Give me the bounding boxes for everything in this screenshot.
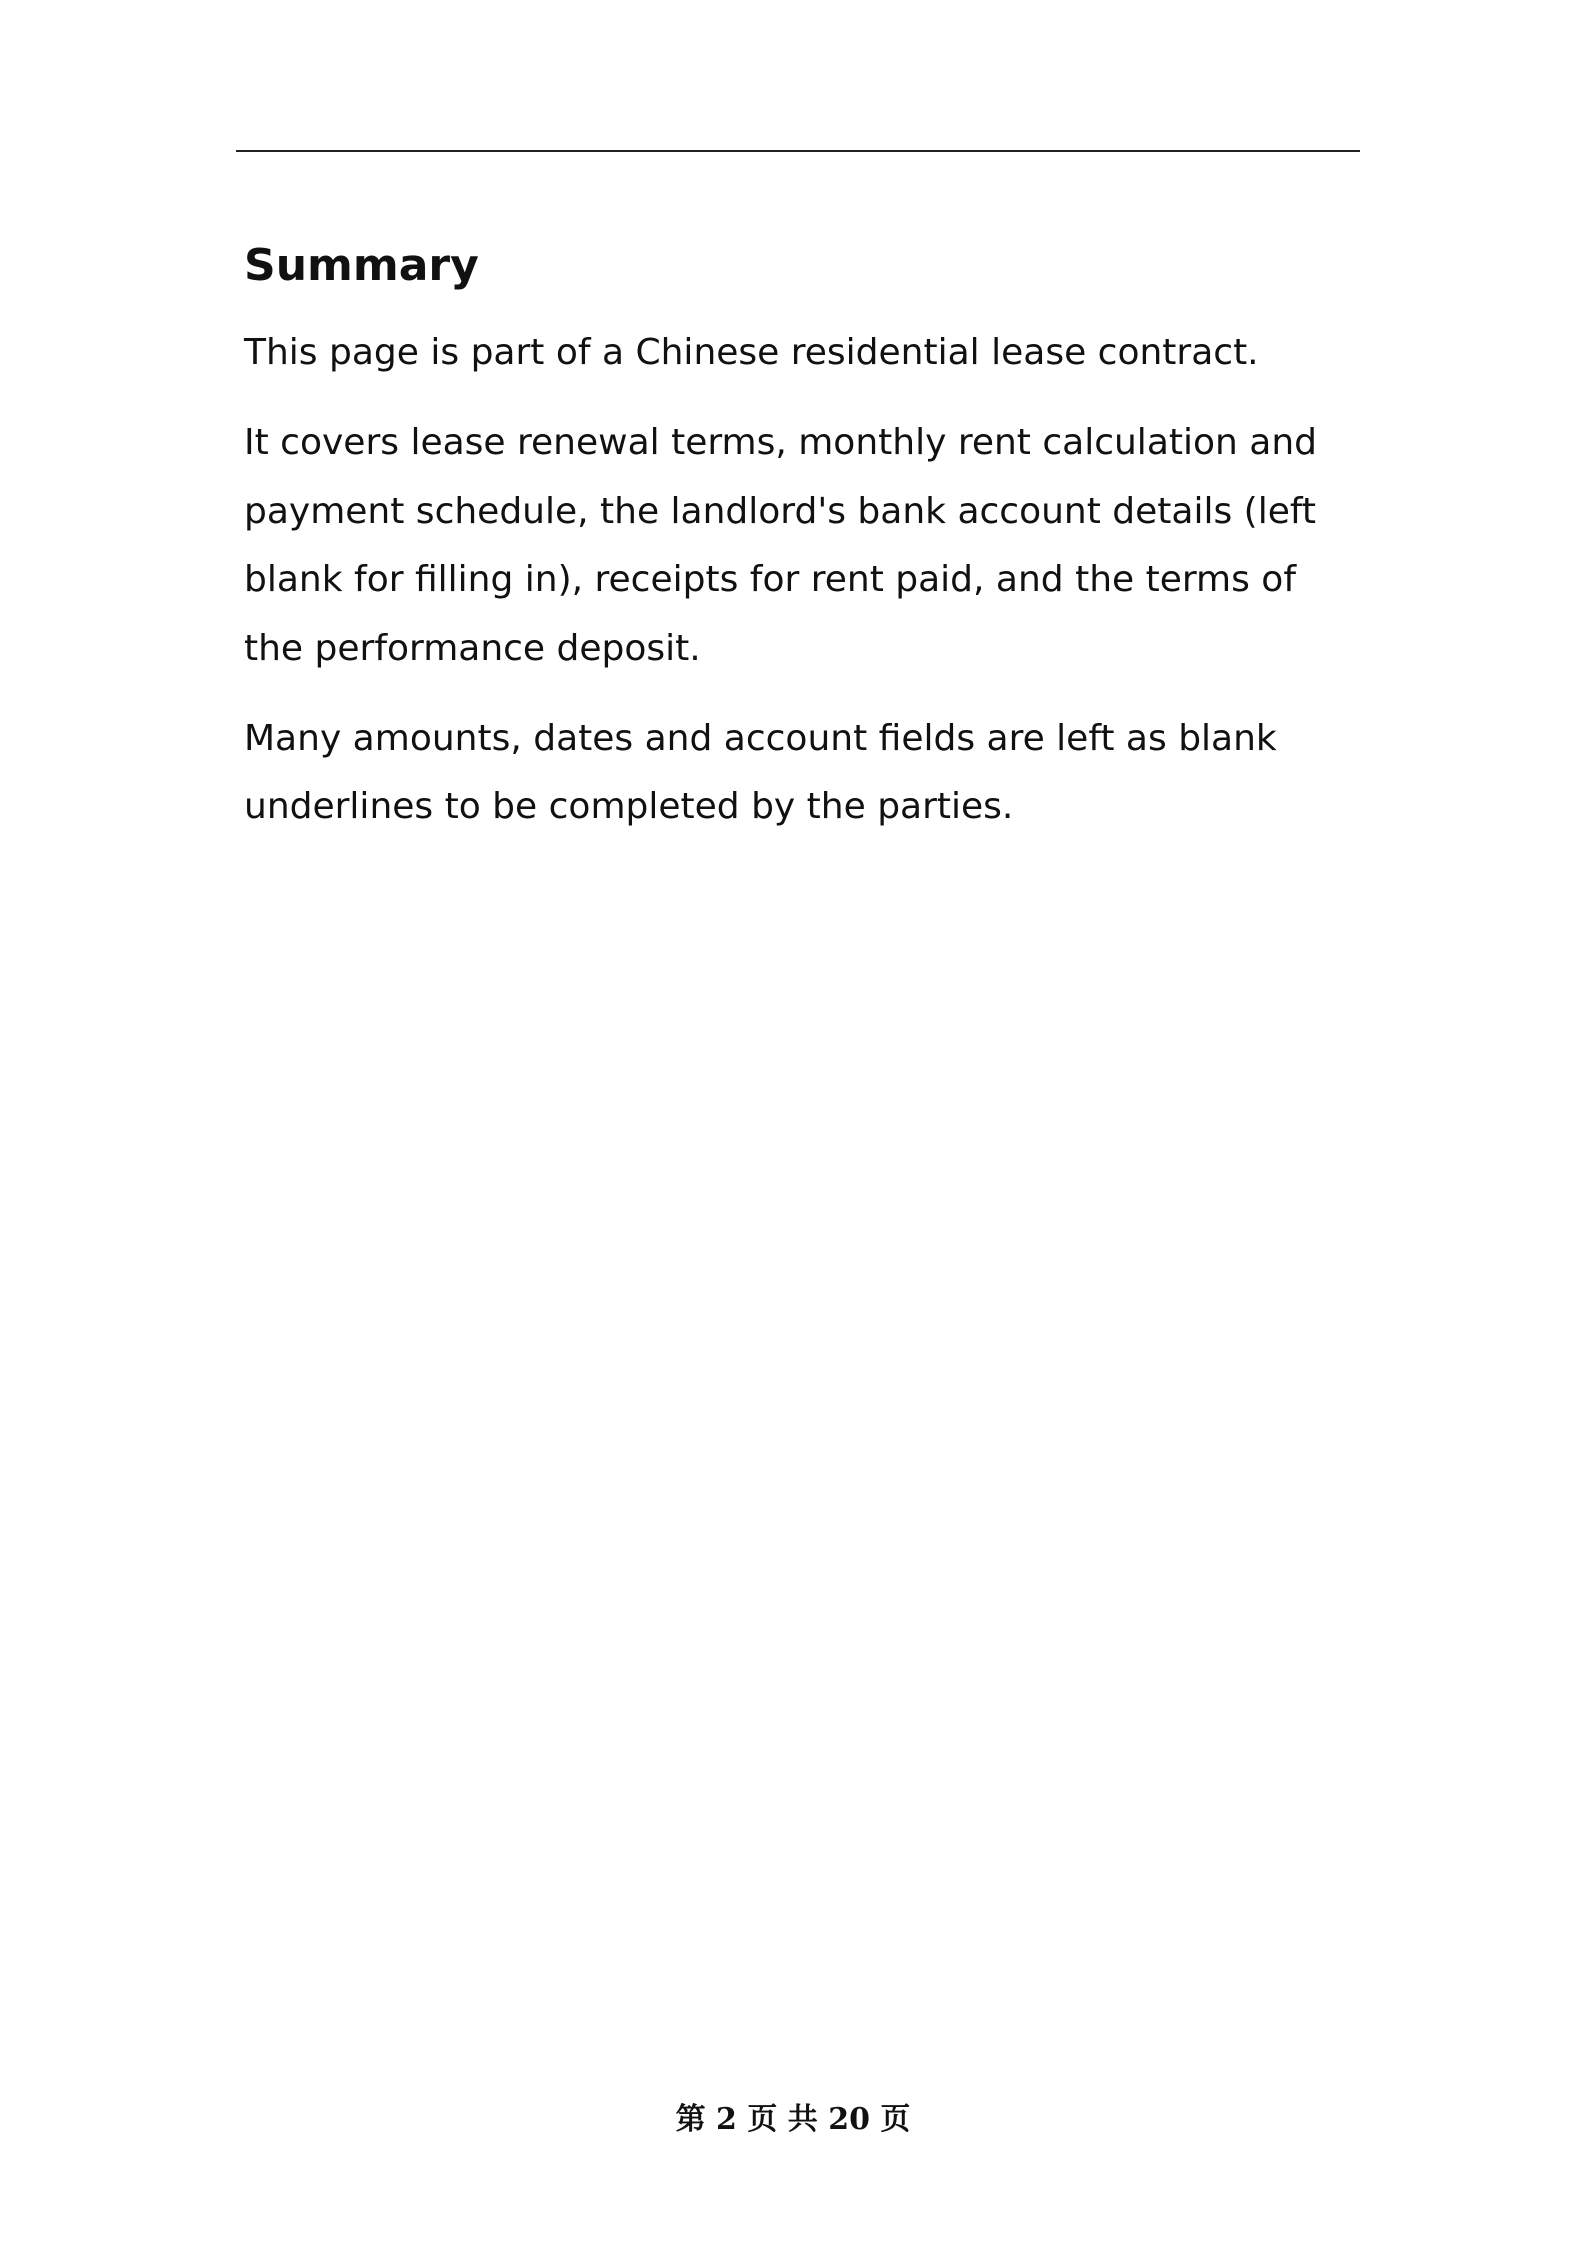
summary-heading: Summary — [244, 240, 479, 291]
summary-line: Many amounts, dates and account fields are left as blank underlines to be completed by the parties. — [244, 717, 1277, 828]
summary-line: It covers lease renewal terms, monthly rent calculation and payment schedule, the landlord's bank account details (left blank for filling in), receipts for rent paid, and the terms of the performance deposit. — [244, 422, 1318, 669]
page-number-footer: 第 2 页 共 20 页 — [675, 2102, 911, 2137]
header-rule — [236, 150, 1360, 152]
page-summary — [244, 240, 1354, 864]
summary-line: This page is part of a Chinese residential lease contract. — [244, 332, 1259, 373]
